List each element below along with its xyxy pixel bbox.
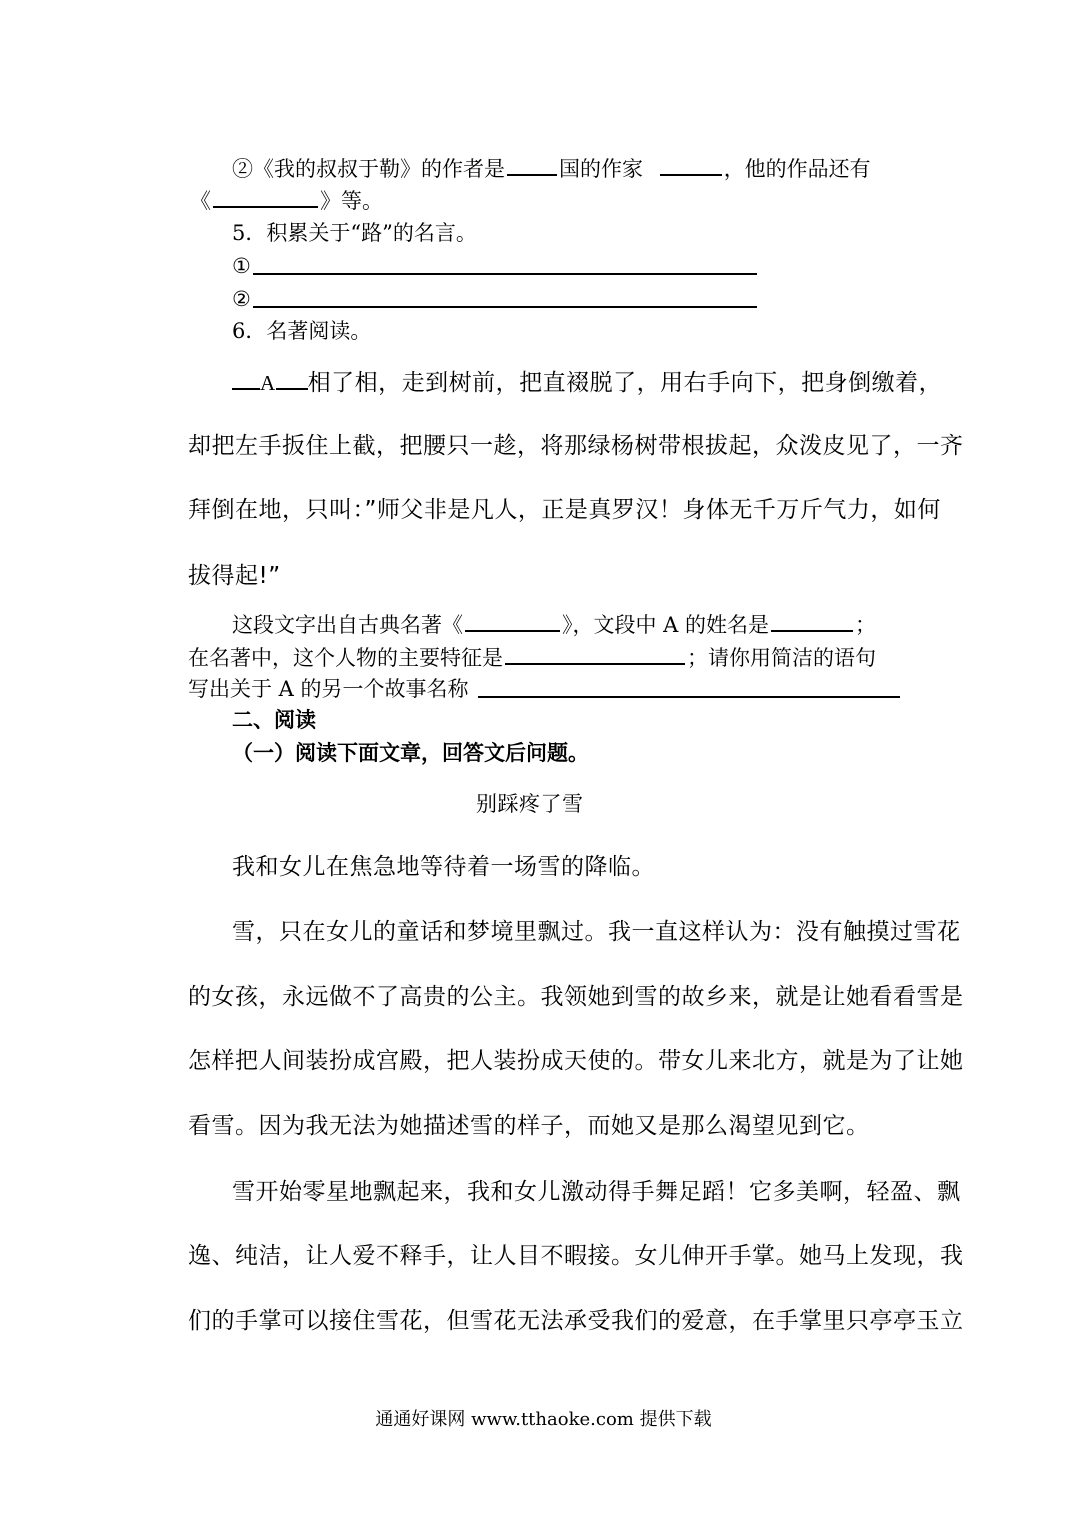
- q4-text-a: ②《我的叔叔于勒》的作者是: [232, 157, 505, 181]
- q6-passage-line-1: [232, 366, 942, 398]
- q6-blank-a-left: [232, 366, 260, 390]
- q6-q2-text-b: ；请你用简洁的语句: [687, 646, 876, 670]
- q4-line-1: [232, 152, 871, 184]
- article-p1: 我和女儿在焦急地等待着一场雪的降临。: [232, 854, 655, 880]
- q6-passage-l1-text: 相了相，走到树前，把直裰脱了，用右手向下，把身倒缴着，: [307, 370, 943, 396]
- section2-heading: 二、阅读: [232, 708, 316, 732]
- section2-subheading: （一）阅读下面文章，回答文后问题。: [232, 741, 589, 765]
- q6-passage-line-3: 拜倒在地，只叫：”师父非是凡人，正是真罗汉！身体无千万斤气力，如何: [188, 497, 941, 523]
- q6-q1-text-c: ；: [855, 613, 877, 637]
- article-p3-line-3: 们的手掌可以接住雪花，但雪花无法承受我们的爱意，在手掌里只亭亭玉立: [188, 1308, 964, 1334]
- q5-item-1-label: ①: [232, 254, 251, 278]
- q4-blank-works[interactable]: [213, 184, 318, 208]
- q6-q3-text-a: 写出关于 A 的另一个故事名称: [188, 677, 469, 701]
- q6-question-line-3: [188, 674, 469, 704]
- q4-text-e: 》等。: [320, 189, 383, 213]
- q6-passage-line-2: 却把左手扳住上截，把腰只一趁，将那绿杨树带根拔起，众泼皮见了，一齐: [188, 433, 964, 459]
- article-p2-line-4: 看雪。因为我无法为她描述雪的样子，而她又是那么渴望见到它。: [188, 1113, 870, 1139]
- q6-blank-book[interactable]: [465, 608, 560, 632]
- article-p3-line-2: 逸、纯洁，让人爱不释手，让人目不暇接。女儿伸开手掌。她马上发现，我: [188, 1243, 964, 1269]
- article-p2-line-1: 雪，只在女儿的童话和梦境里飘过。我一直这样认为：没有触摸过雪花: [232, 919, 961, 945]
- q6-passage-line-4: 拔得起!”: [188, 563, 281, 589]
- q5-item-2-label: ②: [232, 287, 251, 311]
- q6-question-line-2: [188, 641, 876, 673]
- q4-line-2: [190, 184, 383, 216]
- q5-answer-line-2[interactable]: [253, 306, 757, 308]
- article-p2-line-2: 的女孩，永远做不了高贵的公主。我领她到雪的故乡来，就是让她看看雪是: [188, 984, 964, 1010]
- q4-text-b: 国的作家: [559, 157, 643, 181]
- q5-answer-line-1[interactable]: [253, 273, 757, 275]
- q4-blank-author[interactable]: [660, 152, 722, 176]
- page-footer: 通通好课网 www.tthaoke.com 提供下载: [375, 1409, 712, 1430]
- q6-label-a: A: [260, 371, 276, 395]
- q6-q1-text-b: 》，文段中 A 的姓名是: [562, 613, 770, 637]
- q6-blank-a-right: [276, 366, 308, 390]
- q6-blank-trait[interactable]: [505, 641, 685, 665]
- article-p3-line-1: 雪开始零星地飘起来，我和女儿激动得手舞足蹈！它多美啊，轻盈、飘: [232, 1179, 961, 1205]
- q5-title: 5．积累关于“路”的名言。: [232, 221, 477, 245]
- article-title: 别踩疼了雪: [476, 792, 584, 816]
- q4-text-d: 《: [190, 189, 211, 213]
- q4-text-c: ，他的作品还有: [723, 157, 871, 181]
- q6-question-line-1: [232, 608, 876, 640]
- q6-q1-text-a: 这段文字出自古典名著《: [232, 613, 463, 637]
- q6-blank-name[interactable]: [771, 608, 853, 632]
- q5-item-2: [232, 284, 251, 314]
- q6-title: 6．名著阅读。: [232, 319, 372, 343]
- q4-blank-country[interactable]: [507, 152, 557, 176]
- article-p2-line-3: 怎样把人间装扮成宫殿，把人装扮成天使的。带女儿来北方，就是为了让她: [188, 1048, 964, 1074]
- q6-blank-story[interactable]: [478, 696, 900, 698]
- q6-q2-text-a: 在名著中，这个人物的主要特征是: [188, 646, 503, 670]
- q5-item-1: [232, 251, 251, 281]
